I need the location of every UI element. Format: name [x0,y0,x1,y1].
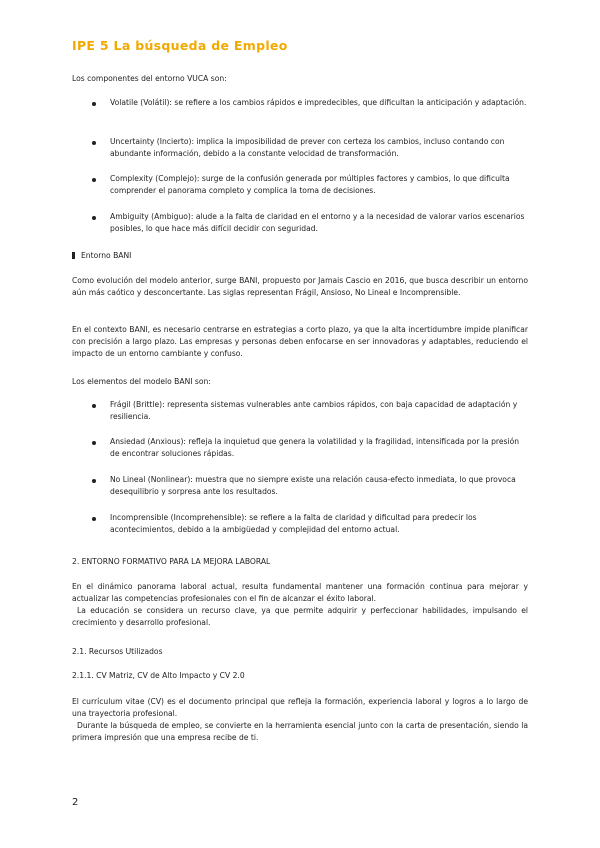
vuca-item-ambiguity: Ambiguity (Ambiguo): alude a la falta de claridad en el entorno y a la necesidad de valorar varios escenarios posibles, lo que hace más difícil decidir con seguridad. [110,212,525,233]
bani-intro: Los elementos del modelo BANI son: [72,377,211,386]
bullet-icon [92,517,96,521]
cv-paragraph-1: El currículum vitae (CV) es el documento principal que refleja la formación, experiencia laboral y logros a lo largo de una trayectoria profesional. [72,697,528,718]
bani-item-fragil: Frágil (Brittle): representa sistemas vulnerables ante cambios rápidos, con baja capacidad de adaptación y resiliencia. [110,400,518,421]
bullet-icon [92,404,96,408]
bani-paragraph-1: Como evolución del modelo anterior, surge BANI, propuesto por Jamais Cascio en 2016, que busca describir un entorno aún más caótico y desconcertante. Las siglas representan Frágil, Ansioso, No Lineal e Incomprensible. [72,276,528,297]
section-2-paragraph-2: La educación se considera un recurso clave, ya que permite adquirir y perfeccionar habilidades, impulsando el crecimiento y desarrollo profesional. [72,606,528,627]
bani-heading [72,250,528,262]
bani-item-ansiedad: Ansiedad (Anxious): refleja la inquietud que genera la volatilidad y la fragilidad, intensificada por la presión de encontrar soluciones rápidas. [110,437,520,458]
bani-paragraph-2: En el contexto BANI, es necesario centrarse en estrategias a corto plazo, ya que la alta incertidumbre impide planificar con precisión a largo plazo. Las empresas y personas deben enfocarse en ser innovadoras y adaptables, reduciendo el impacto de un entorno cambiante y confuso. [72,325,528,358]
subsection-2-1-heading: 2.1. Recursos Utilizados [72,647,163,656]
subsection-2-1-1-heading: 2.1.1. CV Matriz, CV de Alto Impacto y CV 2.0 [72,671,245,680]
section-2-paragraph-1: En el dinámico panorama laboral actual, resulta fundamental mantener una formación continua para mejorar y actualizar las competencias profesionales con el fin de alcanzar el éxito laboral. [72,582,528,603]
page-title: IPE 5 La búsqueda de Empleo [72,38,288,53]
bullet-icon [92,102,96,106]
vuca-item-complexity: Complexity (Complejo): surge de la confusión generada por múltiples factores y cambios, lo que dificulta comprender el panorama completo y complica la toma de decisiones. [110,174,510,195]
bani-heading-text: Entorno BANI [81,251,132,260]
bullet-icon [92,141,96,145]
page-number: 2 [72,797,79,808]
bullet-icon [92,216,96,220]
cv-paragraph-2: Durante la búsqueda de empleo, se convierte en la herramienta esencial junto con la carta de presentación, siendo la primera impresión que una empresa recibe de ti. [72,721,528,742]
square-bullet-icon [72,252,75,259]
bani-item-no-lineal: No Lineal (Nonlinear): muestra que no siempre existe una relación causa-efecto inmediata, lo que provoca desequilibrio y sorpresa ante los resultados. [110,475,516,496]
vuca-intro: Los componentes del entorno VUCA son: [72,74,227,83]
bani-item-incomprensible: Incomprensible (Incomprehensible): se refiere a la falta de claridad y dificultad para predecir los acontecimientos, debido a la ambigüedad y complejidad del entorno actual. [110,513,477,534]
section-2-heading: 2. ENTORNO FORMATIVO PARA LA MEJORA LABORAL [72,557,271,566]
vuca-item-uncertainty: Uncertainty (Incierto): implica la imposibilidad de prever con certeza los cambios, incluso contando con abundante información, debido a la constante velocidad de transformación. [110,137,505,158]
vuca-item-volatile: Volatile (Volátil): se refiere a los cambios rápidos e impredecibles, que dificultan la anticipación y adaptación. [110,98,527,107]
bullet-icon [92,178,96,182]
bullet-icon [92,479,96,483]
bullet-icon [92,441,96,445]
